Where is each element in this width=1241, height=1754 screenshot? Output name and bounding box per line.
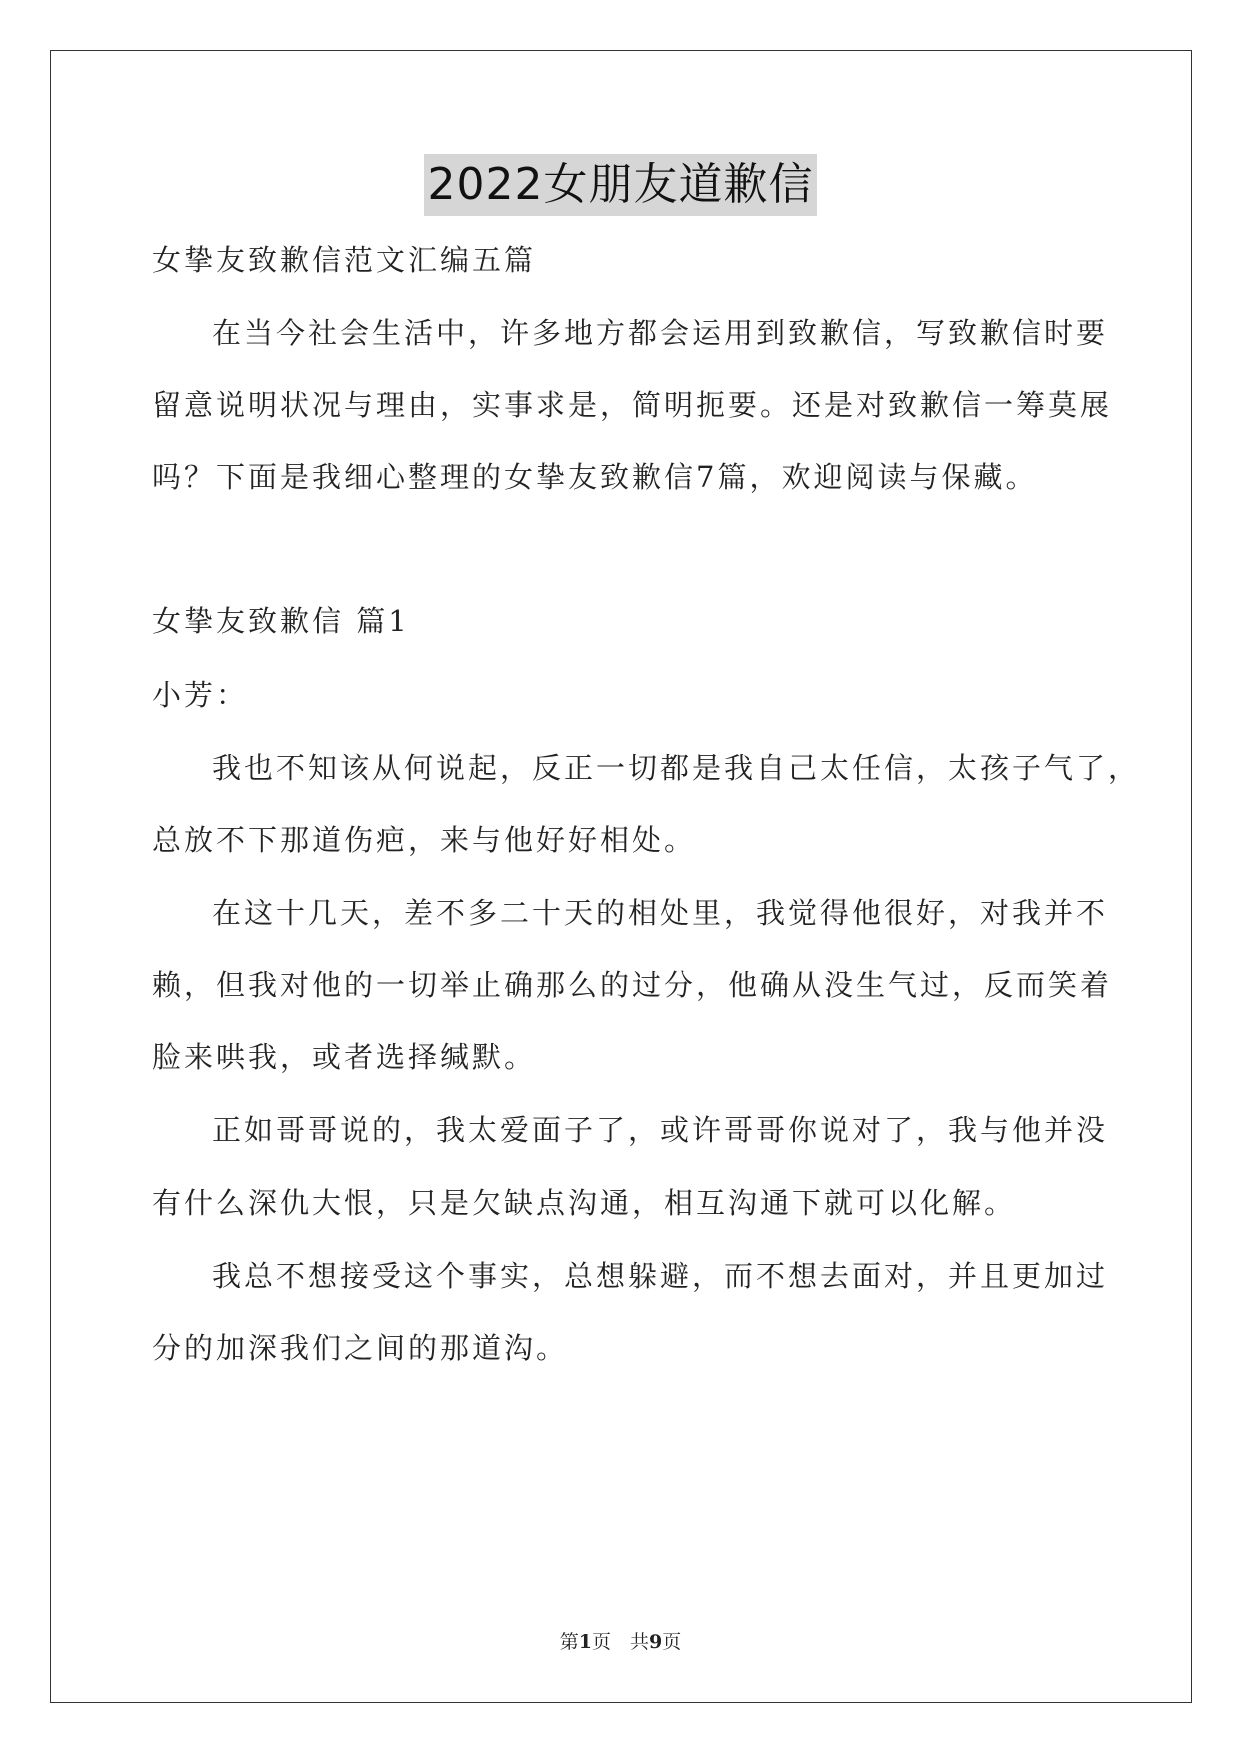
body-line: 正如哥哥说的，我太爱面子了，或许哥哥你说对了，我与他并没 xyxy=(212,1113,1109,1147)
intro-line: 在当今社会生活中，许多地方都会运用到致歉信，写致歉信时要 xyxy=(212,316,1109,350)
salutation: 小芳： xyxy=(152,678,249,712)
footer-page-mid: 页 共 xyxy=(591,1631,649,1653)
body-line: 总放不下那道伤疤，来与他好好相处。 xyxy=(152,823,697,857)
body-line: 有什么深仇大恨，只是欠缺点沟通，相互沟通下就可以化解。 xyxy=(152,1186,1017,1220)
body-line: 脸来哄我，或者选择缄默。 xyxy=(152,1040,537,1074)
body-line: 我也不知该从何说起，反正一切都是我自己太任信，太孩子气了， xyxy=(212,751,1141,785)
document-title: 2022女朋友道歉信 xyxy=(424,154,818,216)
body-line: 分的加深我们之间的那道沟。 xyxy=(152,1331,569,1365)
body-line: 我总不想接受这个事实，总想躲避，而不想去面对，并且更加过 xyxy=(212,1259,1109,1293)
page-footer xyxy=(0,1628,1241,1656)
footer-page-total: 9 xyxy=(649,1631,663,1653)
document-subtitle: 女挚友致歉信范文汇编五篇 xyxy=(152,243,537,277)
footer-page-suffix: 页 xyxy=(662,1631,682,1653)
section-heading: 女挚友致歉信 篇1 xyxy=(152,604,410,638)
body-line: 在这十几天，差不多二十天的相处里，我觉得他很好，对我并不 xyxy=(212,896,1109,930)
title-wrapper xyxy=(0,154,1241,216)
intro-line: 留意说明状况与理由，实事求是，简明扼要。还是对致歉信一筹莫展 xyxy=(152,388,1113,422)
body-line: 赖，但我对他的一切举止确那么的过分，他确从没生气过，反而笑着 xyxy=(152,968,1113,1002)
page-border xyxy=(50,50,1192,1703)
footer-page-current: 1 xyxy=(578,1631,592,1653)
footer-page-prefix: 第 xyxy=(559,1631,579,1653)
intro-line: 吗？下面是我细心整理的女挚友致歉信7篇，欢迎阅读与保藏。 xyxy=(152,460,1038,494)
